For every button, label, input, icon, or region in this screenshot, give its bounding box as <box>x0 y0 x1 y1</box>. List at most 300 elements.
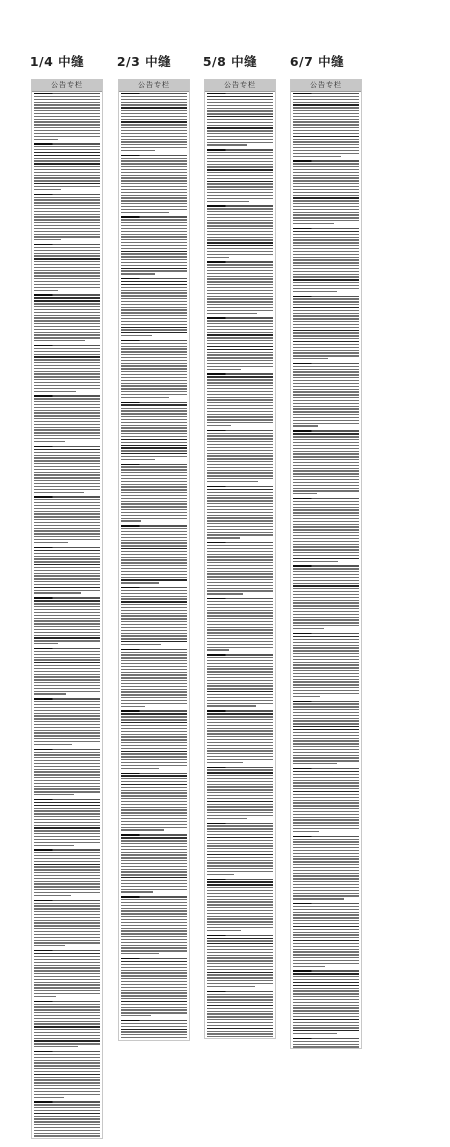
text-line <box>34 452 100 453</box>
text-line <box>121 298 187 299</box>
text-line <box>121 731 187 732</box>
text-line <box>121 147 187 148</box>
text-line <box>121 961 187 963</box>
text-line <box>121 790 187 791</box>
text-line <box>293 369 359 370</box>
text-line <box>293 262 359 263</box>
text-line <box>121 192 187 193</box>
text-line <box>34 1104 100 1105</box>
text-line <box>121 327 187 328</box>
text-line <box>34 1032 100 1033</box>
text-line <box>34 530 100 531</box>
text-line <box>34 388 100 389</box>
text-line <box>121 896 187 897</box>
text-line <box>293 223 334 224</box>
text-line <box>34 940 100 941</box>
text-line <box>207 472 273 473</box>
text-line <box>34 721 100 722</box>
text-line <box>293 127 359 128</box>
text-line <box>207 960 273 961</box>
text-line <box>207 425 231 426</box>
text-line <box>121 447 187 448</box>
text-line <box>34 258 100 259</box>
text-line <box>121 433 187 434</box>
text-line <box>34 713 100 714</box>
text-line <box>34 635 100 636</box>
text-line <box>121 663 187 664</box>
text-line <box>121 99 187 100</box>
text-line <box>121 775 187 776</box>
text-line <box>207 139 273 140</box>
text-line <box>293 1002 359 1003</box>
text-line <box>293 414 359 415</box>
text-line <box>34 391 76 392</box>
text-line <box>207 242 273 243</box>
text-line <box>34 1124 100 1125</box>
text-line <box>34 1023 100 1024</box>
text-line <box>34 903 100 904</box>
text-line <box>121 397 169 398</box>
text-line <box>34 1038 100 1039</box>
text-line <box>293 608 359 609</box>
text-line <box>207 893 273 894</box>
text-line <box>207 500 273 501</box>
text-line <box>207 694 273 695</box>
text-line <box>293 465 359 466</box>
text-line <box>34 116 100 117</box>
text-line <box>293 391 359 392</box>
text-line <box>207 635 273 636</box>
text-line <box>207 750 273 751</box>
text-line <box>121 163 187 164</box>
text-line <box>207 1031 273 1032</box>
text-line <box>121 710 187 711</box>
text-line <box>121 1026 187 1027</box>
text-line <box>121 410 187 411</box>
text-line <box>293 374 359 375</box>
text-line <box>121 716 187 717</box>
text-line <box>34 701 100 702</box>
text-line <box>293 1019 359 1020</box>
text-line <box>293 344 359 345</box>
text-line <box>121 166 187 167</box>
text-line <box>121 348 187 349</box>
text-line <box>34 278 100 279</box>
text-line <box>207 930 241 931</box>
text-line <box>293 291 337 292</box>
column-title-1: 1/4 中缝 <box>29 54 85 69</box>
text-line <box>293 433 359 435</box>
text-line <box>34 107 100 108</box>
text-line <box>293 456 359 457</box>
text-line <box>121 512 187 513</box>
text-line <box>207 641 273 642</box>
text-line <box>34 889 100 890</box>
text-line <box>207 317 273 318</box>
text-line <box>293 451 359 452</box>
notice-column-2 <box>118 79 190 1041</box>
text-line <box>207 1019 273 1020</box>
text-line <box>293 858 359 859</box>
text-line <box>207 388 273 389</box>
column-title-2: 2/3 中缝 <box>116 54 172 69</box>
text-line <box>207 447 273 448</box>
text-line <box>34 130 100 131</box>
text-line <box>121 624 187 625</box>
text-line <box>207 994 273 995</box>
text-line <box>121 107 187 108</box>
text-line <box>34 777 100 778</box>
text-line <box>121 654 187 655</box>
text-line <box>293 1025 359 1026</box>
text-line <box>207 784 273 785</box>
text-line <box>207 228 273 229</box>
text-line <box>34 805 100 806</box>
text-line <box>121 880 187 881</box>
text-line <box>34 149 100 150</box>
text-line <box>293 588 359 589</box>
text-line <box>34 362 100 363</box>
text-line <box>293 988 359 989</box>
text-line <box>207 360 273 361</box>
text-line <box>34 861 100 862</box>
text-line <box>34 508 100 509</box>
text-line <box>293 749 359 750</box>
text-line <box>207 843 273 844</box>
text-line <box>207 108 273 109</box>
text-line <box>121 427 187 428</box>
text-line <box>293 526 359 527</box>
text-line <box>34 457 100 458</box>
text-line <box>34 626 100 627</box>
text-line <box>121 967 187 968</box>
text-line <box>293 257 359 258</box>
text-line <box>121 801 187 802</box>
text-line <box>293 760 359 761</box>
text-line <box>34 297 100 299</box>
text-line <box>34 323 100 324</box>
text-line <box>207 492 273 493</box>
text-line <box>34 819 100 820</box>
text-line <box>293 1046 359 1047</box>
text-line <box>293 212 359 213</box>
text-line <box>207 593 243 594</box>
text-line <box>207 857 273 858</box>
text-line <box>34 970 100 971</box>
text-line <box>121 765 187 766</box>
text-line <box>293 1005 359 1006</box>
text-line <box>34 236 100 237</box>
text-line <box>293 887 359 888</box>
text-line <box>207 136 273 137</box>
text-line <box>293 552 359 553</box>
text-line <box>34 1101 100 1102</box>
text-line <box>293 591 359 592</box>
text-line <box>293 408 359 409</box>
text-line <box>34 486 100 487</box>
text-line <box>293 1013 359 1014</box>
text-line <box>293 906 359 907</box>
text-line <box>121 1037 187 1038</box>
text-line <box>34 693 66 694</box>
text-line <box>121 638 187 639</box>
text-line <box>34 166 100 167</box>
text-line <box>293 667 359 668</box>
text-line <box>121 925 187 926</box>
text-line <box>293 352 359 353</box>
text-line <box>121 759 187 760</box>
text-line <box>293 330 359 331</box>
text-line <box>34 496 100 497</box>
text-line <box>34 990 100 991</box>
text-line <box>207 119 273 120</box>
text-line <box>34 96 100 97</box>
text-line <box>207 910 273 911</box>
text-line <box>34 1009 100 1010</box>
text-line <box>293 96 359 97</box>
text-line <box>207 913 273 914</box>
column-header: 公告专栏 <box>291 80 361 92</box>
text-line <box>293 656 359 657</box>
text-line <box>34 104 100 105</box>
text-line <box>121 262 187 263</box>
text-line <box>293 430 359 431</box>
text-line <box>34 158 100 159</box>
text-line <box>34 152 100 153</box>
text-line <box>121 604 187 605</box>
text-line <box>121 402 187 403</box>
text-line <box>34 620 100 621</box>
text-line <box>34 1110 100 1111</box>
text-line <box>293 271 359 272</box>
text-line <box>293 169 359 170</box>
text-line <box>34 934 100 935</box>
text-line <box>34 102 100 103</box>
text-line <box>121 972 187 973</box>
text-line <box>121 404 187 406</box>
text-line <box>34 945 65 946</box>
text-line <box>293 141 359 142</box>
text-line <box>293 970 359 971</box>
text-line <box>293 740 359 741</box>
text-line <box>207 441 273 442</box>
text-line <box>34 587 100 588</box>
text-line <box>207 414 273 415</box>
text-line <box>34 878 100 879</box>
text-line <box>34 1107 100 1108</box>
text-line <box>121 902 187 903</box>
text-line <box>34 752 100 753</box>
text-line <box>207 629 273 630</box>
text-line <box>207 713 273 715</box>
text-line <box>207 1025 273 1026</box>
text-line <box>207 804 273 805</box>
text-line <box>293 355 359 356</box>
text-line <box>207 812 273 813</box>
text-line <box>34 499 100 500</box>
text-line <box>207 705 256 706</box>
text-line <box>121 445 187 446</box>
text-line <box>207 1002 273 1003</box>
text-line <box>34 553 100 554</box>
text-line <box>34 950 100 951</box>
text-line <box>34 679 100 680</box>
text-line <box>207 825 273 826</box>
text-line <box>207 489 273 491</box>
text-line <box>207 739 273 740</box>
text-line <box>293 488 359 489</box>
notice-column-1 <box>31 79 103 1139</box>
text-line <box>34 429 100 430</box>
text-line <box>293 186 359 187</box>
text-line <box>121 995 187 996</box>
text-line <box>207 192 273 193</box>
text-line <box>293 574 359 575</box>
text-line <box>293 180 359 181</box>
text-line <box>121 891 153 892</box>
text-line <box>207 161 273 162</box>
text-line <box>121 649 187 650</box>
text-line <box>34 1051 100 1052</box>
text-line <box>207 1022 273 1023</box>
text-line <box>121 525 187 526</box>
text-line <box>293 979 359 980</box>
text-line <box>34 309 100 310</box>
text-line <box>121 304 187 305</box>
text-line <box>293 687 359 688</box>
text-line <box>207 590 273 591</box>
text-line <box>121 292 187 293</box>
text-line <box>121 216 187 217</box>
text-line <box>207 273 273 274</box>
text-line <box>293 633 359 634</box>
text-line <box>207 736 273 737</box>
text-line <box>293 853 359 854</box>
text-line <box>207 969 273 970</box>
text-line <box>34 317 100 318</box>
text-line <box>293 946 359 947</box>
text-line <box>34 659 100 660</box>
text-line <box>121 748 187 749</box>
text-line <box>207 663 273 664</box>
text-line <box>207 1033 273 1034</box>
text-line <box>34 1133 100 1134</box>
text-line <box>121 172 187 173</box>
text-line <box>121 439 187 440</box>
text-line <box>293 172 359 173</box>
text-line <box>121 537 187 538</box>
text-line <box>207 700 273 701</box>
text-line <box>34 866 100 867</box>
text-line <box>34 612 100 613</box>
text-line <box>34 1068 100 1069</box>
text-line <box>207 806 273 807</box>
text-line <box>121 380 187 381</box>
text-line <box>293 282 359 283</box>
text-line <box>207 767 273 768</box>
text-line <box>207 310 273 311</box>
text-line <box>207 722 273 723</box>
text-line <box>121 183 187 184</box>
text-line <box>293 1010 359 1011</box>
text-line <box>34 688 100 689</box>
text-line <box>293 875 359 876</box>
text-line <box>207 879 273 880</box>
text-line <box>207 512 273 513</box>
text-line <box>293 544 359 545</box>
column-header: 公告专栏 <box>205 80 275 92</box>
text-line <box>293 864 359 865</box>
text-line <box>34 584 100 585</box>
text-line <box>34 925 100 926</box>
text-line <box>34 794 74 795</box>
text-line <box>121 607 187 608</box>
text-line <box>121 677 187 678</box>
text-line <box>293 555 359 556</box>
text-line <box>121 268 187 269</box>
text-line <box>34 959 100 960</box>
text-line <box>207 181 273 182</box>
text-line <box>293 867 359 868</box>
text-line <box>293 600 359 601</box>
text-line <box>121 551 187 552</box>
text-line <box>121 610 187 611</box>
text-line <box>121 133 187 134</box>
text-line <box>293 298 359 299</box>
text-line <box>207 332 273 333</box>
text-line <box>34 163 100 164</box>
text-line <box>293 729 359 730</box>
text-line <box>121 877 187 878</box>
text-line <box>207 828 273 829</box>
text-line <box>121 498 187 499</box>
text-line <box>293 338 359 339</box>
text-line <box>293 453 359 454</box>
text-line <box>34 1082 100 1083</box>
text-line <box>293 650 359 651</box>
text-line <box>34 1116 100 1117</box>
text-line <box>293 366 359 367</box>
text-line <box>293 332 359 333</box>
text-line <box>34 438 100 439</box>
text-line <box>207 529 273 530</box>
text-line <box>207 515 273 516</box>
text-line <box>207 127 273 128</box>
text-line <box>207 756 273 757</box>
text-line <box>293 217 359 218</box>
text-line <box>207 907 273 908</box>
text-line <box>207 438 273 439</box>
text-line <box>121 180 187 181</box>
text-line <box>121 1009 187 1010</box>
text-line <box>34 127 100 128</box>
text-line <box>293 1044 359 1045</box>
text-line <box>34 869 100 870</box>
text-line <box>293 985 359 986</box>
text-line <box>293 917 359 918</box>
text-line <box>293 777 359 778</box>
text-line <box>34 247 100 248</box>
text-line <box>207 745 273 746</box>
text-line <box>121 686 187 687</box>
text-line <box>34 199 100 200</box>
text-line <box>121 365 187 366</box>
text-line <box>207 461 273 462</box>
text-line <box>34 472 100 473</box>
text-line <box>34 197 100 198</box>
text-line <box>121 574 187 575</box>
text-line <box>34 211 100 212</box>
